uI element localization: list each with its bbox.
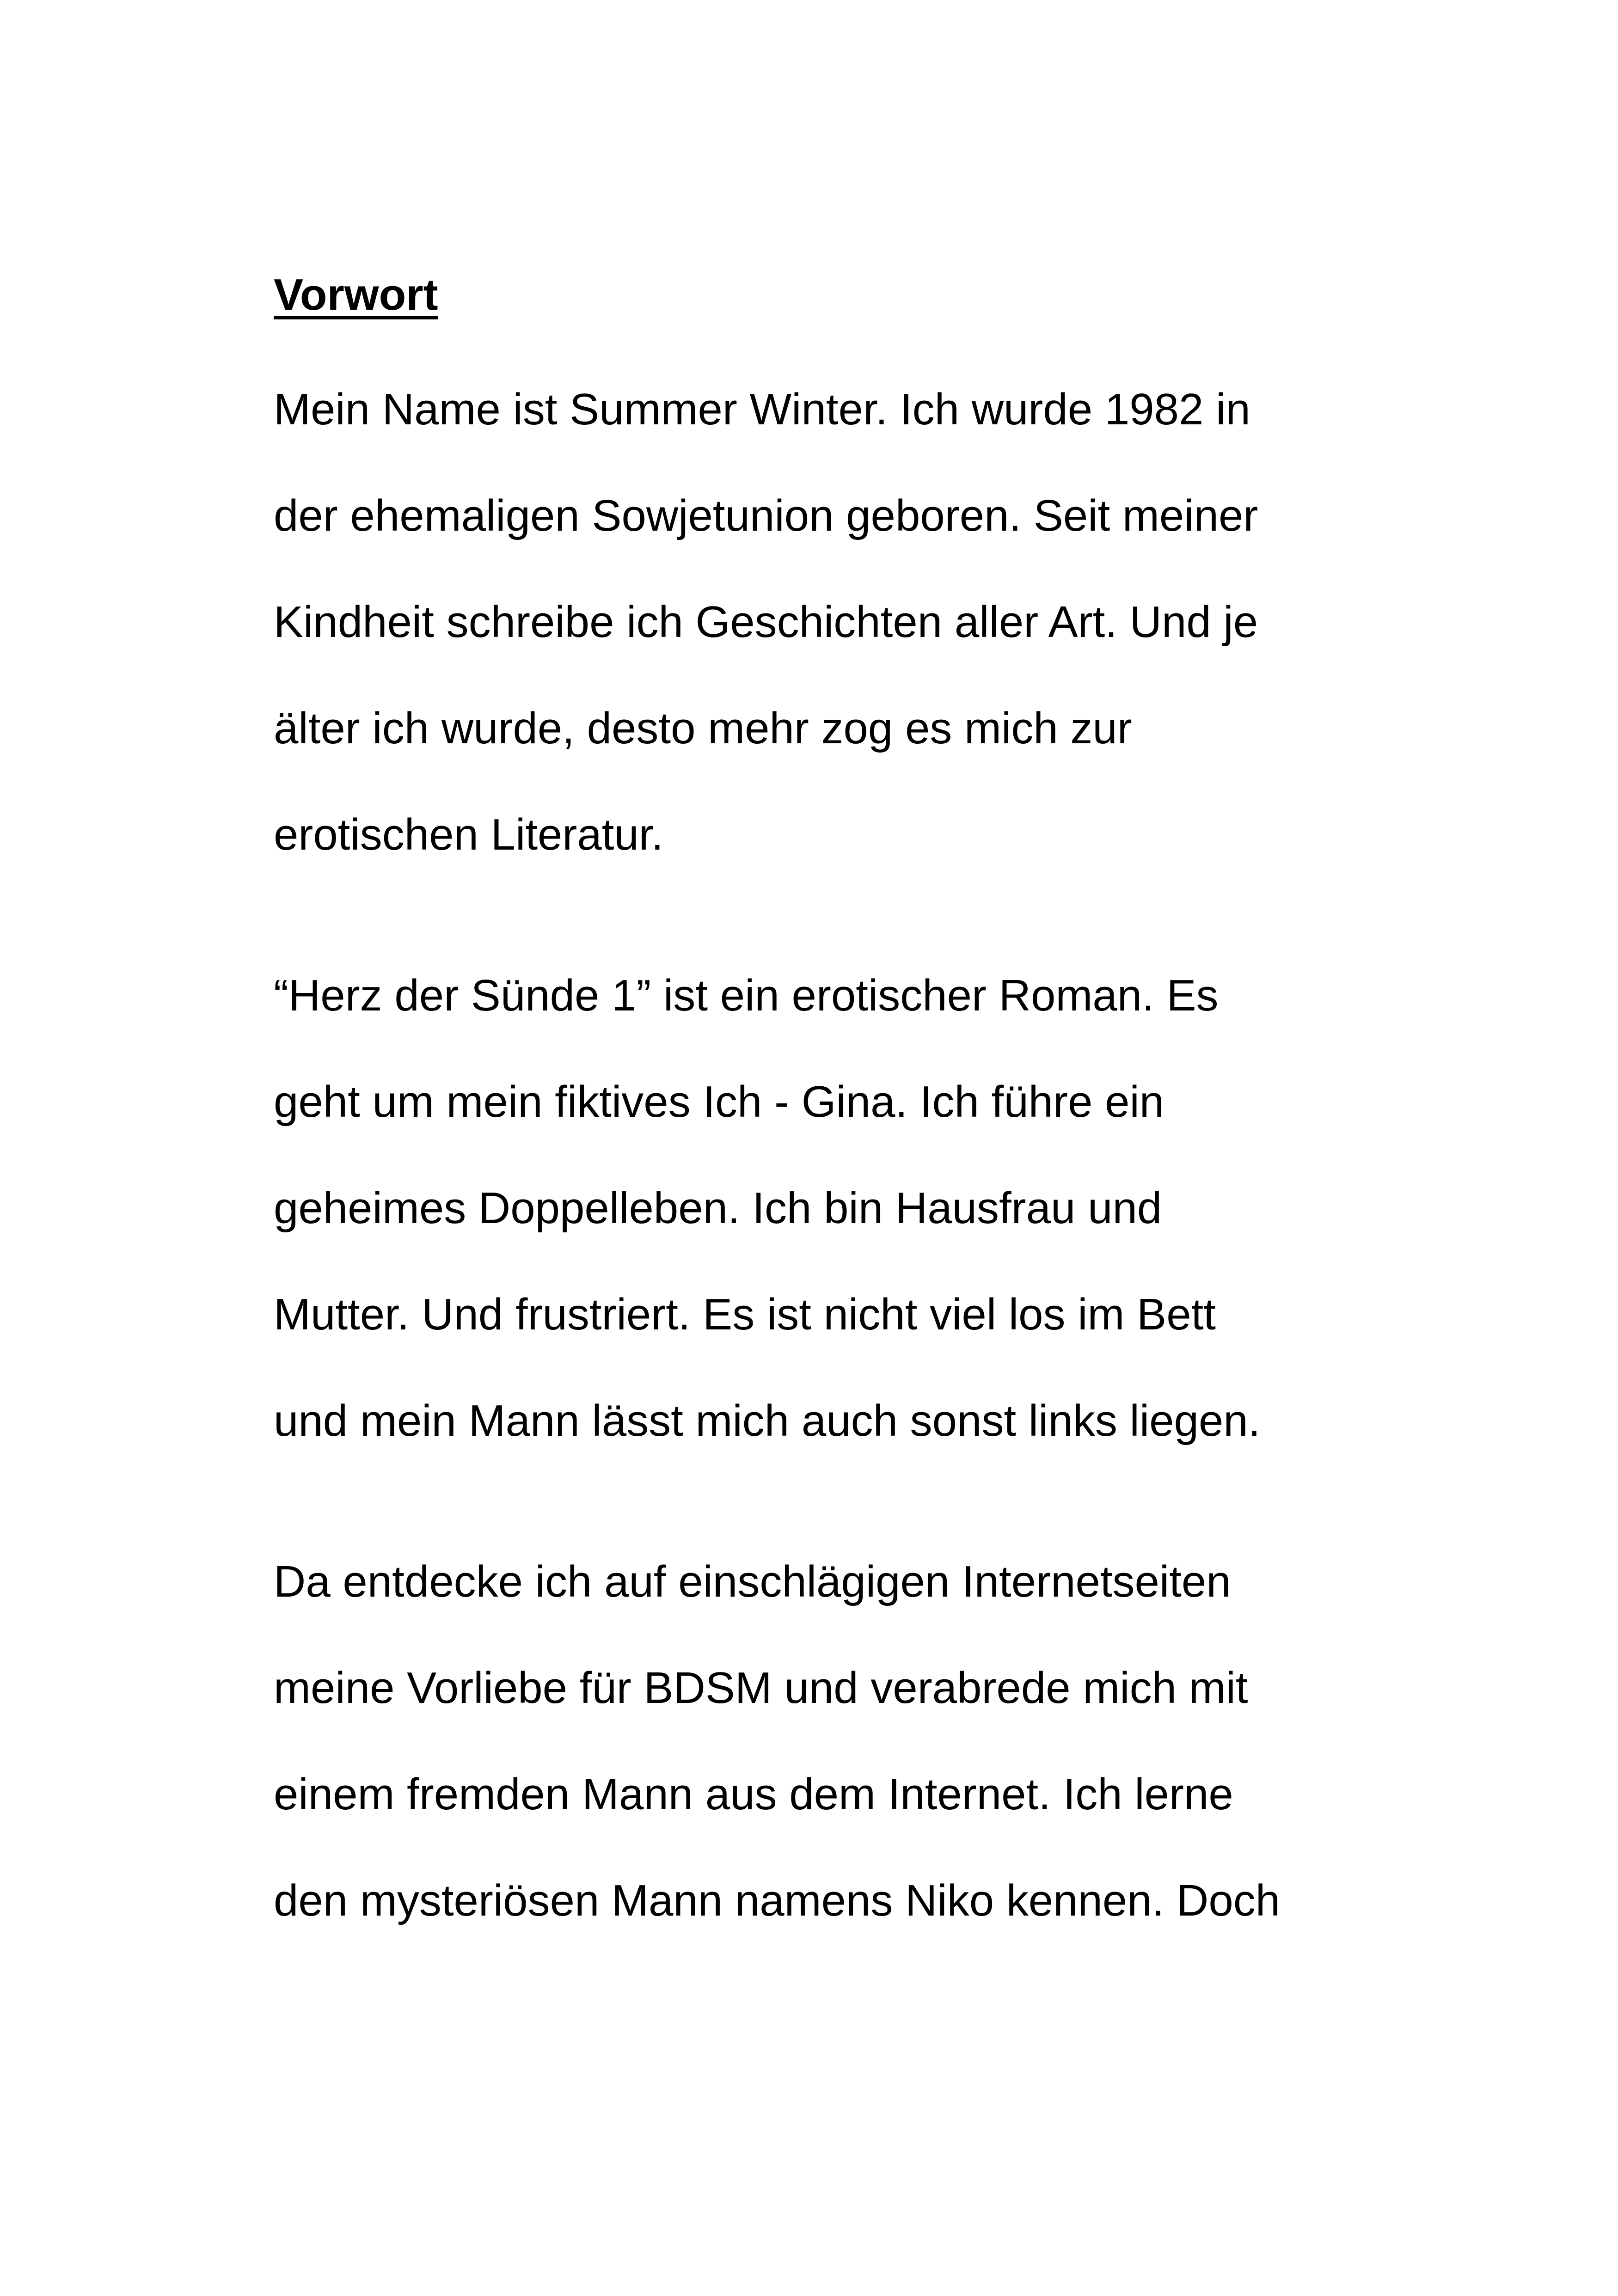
text-line: meine Vorliebe für BDSM und verabrede mich mit (274, 1663, 1248, 1713)
text-line: und mein Mann lässt mich auch sonst links liegen. (274, 1396, 1261, 1445)
text-line: den mysteriösen Mann namens Niko kennen. Doch (274, 1876, 1281, 1925)
text-line: älter ich wurde, desto mehr zog es mich zur (274, 704, 1132, 753)
text-line: geheimes Doppelleben. Ich bin Hausfrau und (274, 1183, 1162, 1233)
text-line: Kindheit schreibe ich Geschichten aller Art. Und je (274, 597, 1258, 647)
text-line: Da entdecke ich auf einschlägigen Internetseiten (274, 1557, 1231, 1606)
text-line: einem fremden Mann aus dem Internet. Ich lerne (274, 1769, 1233, 1819)
text-line: der ehemaligen Sowjetunion geboren. Seit meiner (274, 491, 1258, 540)
section-heading: Vorwort (274, 270, 438, 319)
text-line: erotischen Literatur. (274, 810, 664, 859)
text-line: “Herz der Sünde 1” ist ein erotischer Roman. Es (274, 971, 1219, 1020)
text-line: Mein Name ist Summer Winter. Ich wurde 1982 in (274, 385, 1250, 434)
text-line: geht um mein fiktives Ich - Gina. Ich führe ein (274, 1077, 1164, 1127)
text-line: Mutter. Und frustriert. Es ist nicht viel los im Bett (274, 1290, 1216, 1339)
